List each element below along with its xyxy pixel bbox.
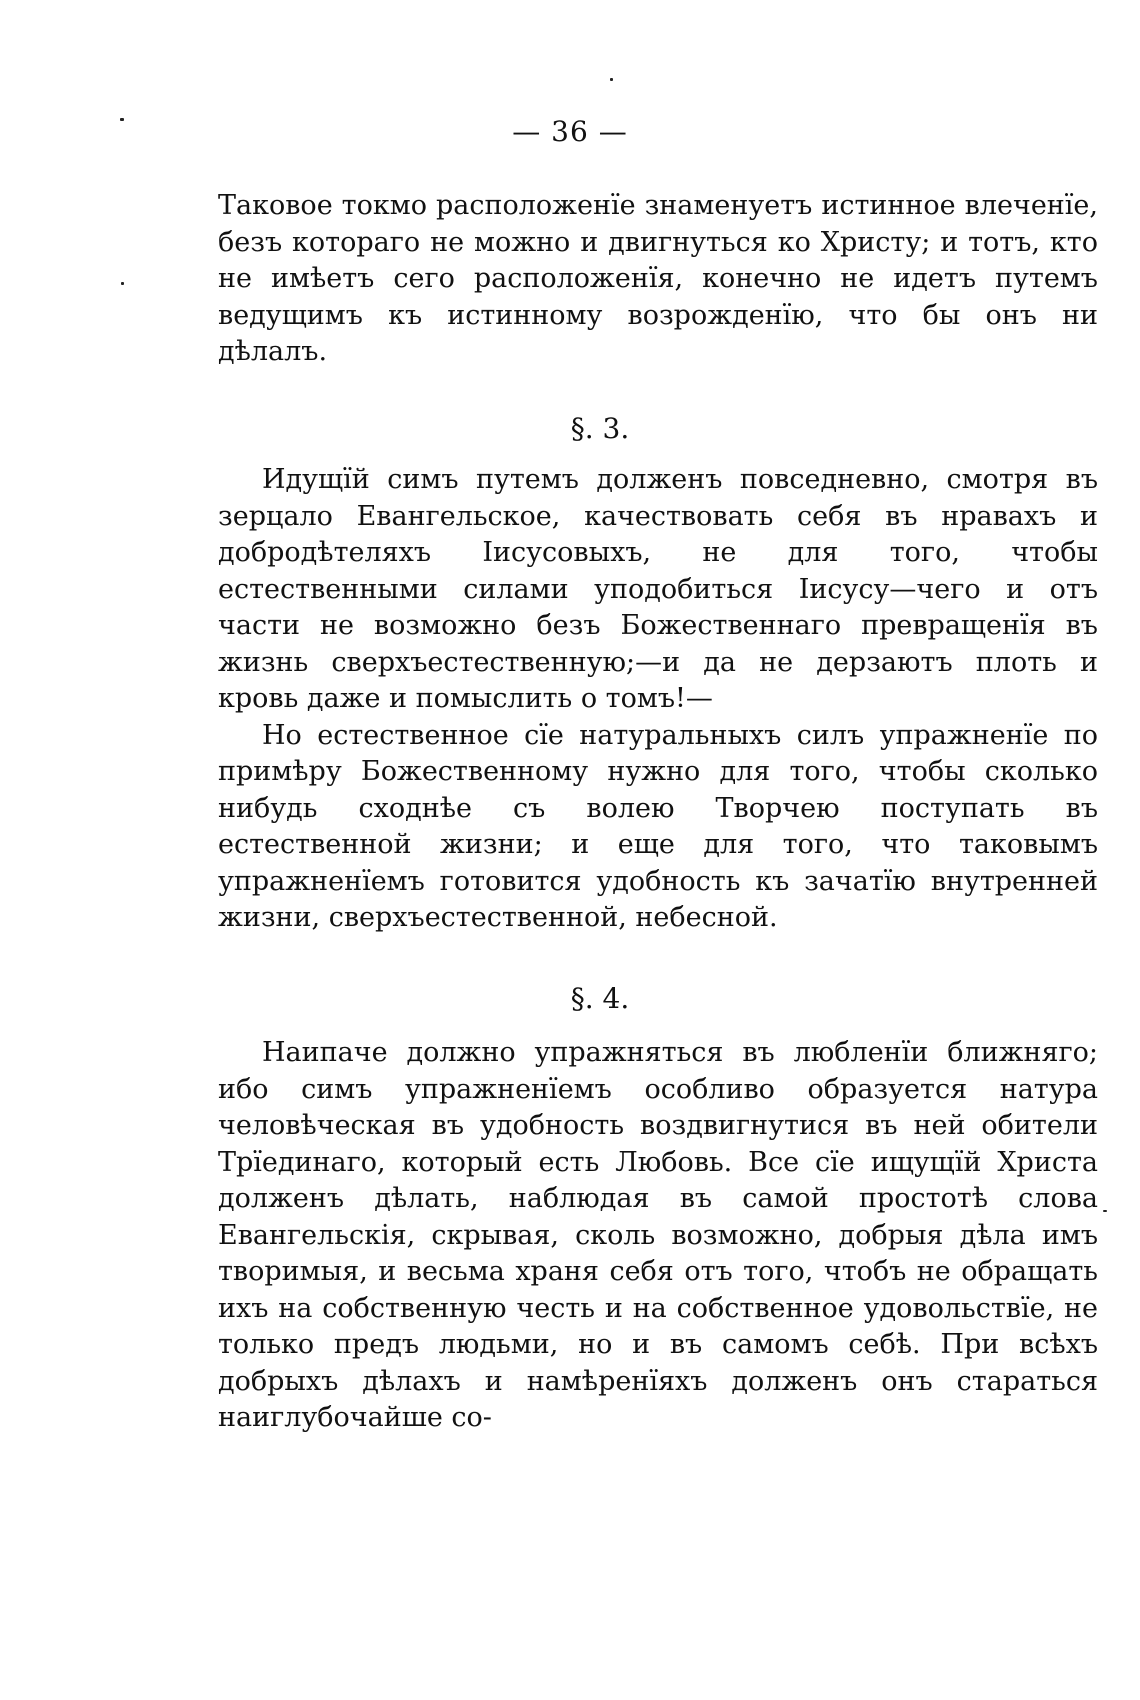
page-number: — 36 — [512,115,628,148]
paragraph: Наипаче должно упражняться въ любленїи ближняго; ибо симъ упражненїемъ особливо образуется натура человѣческая въ удобность воздвигнутися въ ней обители Трїединаго, который есть Любовь. Все сїе ищущїй Христа долженъ дѣлать, наблюдая въ самой простотѣ слова Евангельскія, скрывая, сколь возможно, добрыя дѣла имъ творимыя, и весьма храня себя отъ того, чтобъ не обращать ихъ на собственную честь и на собственное удовольствїе, не только предъ людьми, но и въ самомъ себѣ. При всѣхъ добрыхъ дѣлахъ и намѣренїяхъ долженъ онъ стараться наиглубочайше со- [218,1037,1098,1433]
section-heading-4: §. 4. [570,982,630,1015]
text-block-section-3 [218,462,1098,937]
scan-speck [121,282,124,285]
scan-speck [610,78,613,81]
paragraph: Идущїй симъ путемъ долженъ повседневно, смотря въ зерцало Евангельское, качествовать себя въ нравахъ и добродѣтеляхъ Іисусовыхъ, не для того, чтобы естественными силами уподобиться Іисусу—чего и отъ части не возможно безъ Божественнаго превращенїя въ жизнь сверхъестественную;—и да не дерзаютъ плоть и кровь даже и помыслить о томъ!— [218,464,1098,714]
scan-speck [120,118,124,121]
paragraph: Но естественное сїе натуральныхъ силъ упражненїе по примѣру Божественному нужно для того, чтобы сколько нибудь сходнѣе съ волею Творчею поступать въ естественной жизни; и еще для того, что таковымъ упражненїемъ готовится удобность къ зачатїю внутренней жизни, сверхъестественной, небесной. [218,719,1098,933]
text-block-intro [218,188,1098,371]
section-heading-3: §. 3. [570,412,630,445]
scan-speck [1103,1210,1107,1212]
text-block-section-4 [218,1035,1098,1437]
paragraph: Таковое токмо расположенїе знаменуетъ истинное влеченїе, безъ котораго не можно и двигнуться ко Христу; и тотъ, кто не имѣетъ сего расположенїя, конечно не идетъ путемъ ведущимъ къ истинному возрожденїю, что бы онъ ни дѣлалъ. [218,190,1098,367]
